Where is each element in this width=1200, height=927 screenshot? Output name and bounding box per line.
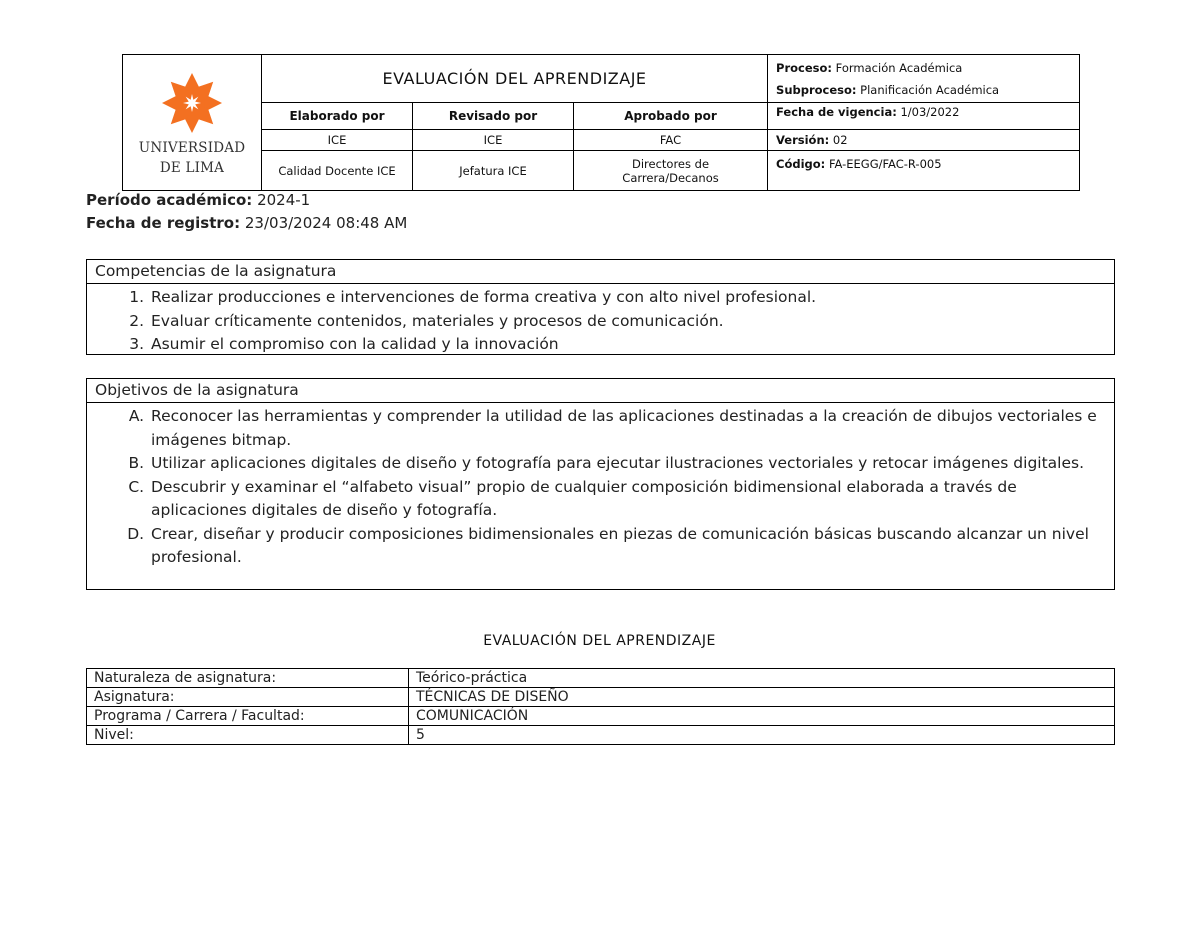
aprobado-row2: Directores de Carrera/Decanos (574, 151, 768, 191)
competencia-item: 2. Evaluar críticamente contenidos, materiales y procesos de comunicación. (149, 310, 1114, 334)
detail-label: Programa / Carrera / Facultad: (87, 707, 409, 726)
version-label: Versión: (776, 133, 830, 147)
periodo-label: Período académico: (86, 191, 253, 209)
objetivos-heading: Objetivos de la asignatura (87, 379, 1114, 403)
competencias-list (87, 284, 1114, 360)
competencia-item: 3. Asumir el compromiso con la calidad y la innovación (149, 333, 1114, 357)
document-header-table (122, 54, 1080, 191)
proceso-value: Formación Académica (835, 60, 963, 75)
competencias-heading: Competencias de la asignatura (87, 260, 1114, 284)
university-logo (123, 71, 261, 175)
fecha-vigencia-label: Fecha de vigencia: (776, 105, 897, 119)
proceso-label: Proceso: (776, 60, 832, 75)
course-details-table (86, 668, 1115, 745)
subproceso-label: Subproceso: (776, 82, 857, 97)
objetivo-item: A. Reconocer las herramientas y comprender la utilidad de las aplicaciones destinadas a la creación de dibujos vectoriales e imágenes bitmap. (149, 405, 1114, 452)
logo-text-line2: DE LIMA (159, 159, 225, 176)
logo-text-line1: UNIVERSIDAD (138, 139, 246, 156)
version-cell (768, 130, 1080, 151)
detail-value: 5 (409, 726, 1115, 745)
revisado-header: Revisado por (413, 103, 574, 130)
codigo-label: Código: (776, 157, 826, 171)
version-value: 02 (832, 133, 848, 147)
registro-value: 23/03/2024 08:48 AM (244, 214, 408, 232)
elaborado-header: Elaborado por (262, 103, 413, 130)
objetivos-section (86, 378, 1115, 590)
registro-label: Fecha de registro: (86, 214, 241, 232)
logo-inner-star (183, 94, 201, 112)
detail-label: Naturaleza de asignatura: (87, 669, 409, 688)
elaborado-row2: Calidad Docente ICE (262, 151, 413, 191)
document-title: EVALUACIÓN DEL APRENDIZAJE (262, 55, 768, 103)
detail-row (87, 707, 1115, 726)
evaluacion-title: EVALUACIÓN DEL APRENDIZAJE (483, 633, 716, 649)
detail-row (87, 726, 1115, 745)
logo-cell (123, 55, 262, 191)
codigo-value: FA-EEGG/FAC-R-005 (828, 157, 942, 171)
elaborado-row1: ICE (262, 130, 413, 151)
aprobado-header: Aprobado por (574, 103, 768, 130)
fecha-vigencia-value: 1/03/2022 (900, 105, 960, 119)
detail-value: Teórico-práctica (409, 669, 1115, 688)
periodo-value: 2024-1 (257, 191, 311, 209)
detail-row (87, 688, 1115, 707)
competencias-section (86, 259, 1115, 355)
subproceso-value: Planificación Académica (860, 82, 1000, 97)
proceso-cell (768, 55, 1080, 103)
revisado-row2: Jefatura ICE (413, 151, 574, 191)
objetivo-item: D. Crear, diseñar y producir composiciones bidimensionales en piezas de comunicación básicas buscando alcanzar un nivel profesional. (149, 523, 1114, 570)
detail-value: COMUNICACIÓN (409, 707, 1115, 726)
objetivo-item: C. Descubrir y examinar el “alfabeto visual” propio de cualquier composición bidimensional elaborada a través de aplicaciones digitales de diseño y fotografía. (149, 476, 1114, 523)
periodo-academico (86, 191, 310, 209)
revisado-row1: ICE (413, 130, 574, 151)
detail-label: Nivel: (87, 726, 409, 745)
codigo-cell (768, 151, 1080, 191)
objetivo-item: B. Utilizar aplicaciones digitales de diseño y fotografía para ejecutar ilustraciones vectoriales y retocar imágenes digitales. (149, 452, 1114, 476)
objetivos-list (87, 403, 1114, 573)
fecha-registro (86, 214, 407, 232)
aprobado-row1: FAC (574, 130, 768, 151)
competencia-item: 1. Realizar producciones e intervenciones de forma creativa y con alto nivel profesional. (149, 286, 1114, 310)
fecha-vigencia-cell (768, 103, 1080, 130)
detail-row (87, 669, 1115, 688)
detail-value: TÉCNICAS DE DISEÑO (409, 688, 1115, 707)
university-logo-icon (160, 71, 224, 135)
detail-label: Asignatura: (87, 688, 409, 707)
